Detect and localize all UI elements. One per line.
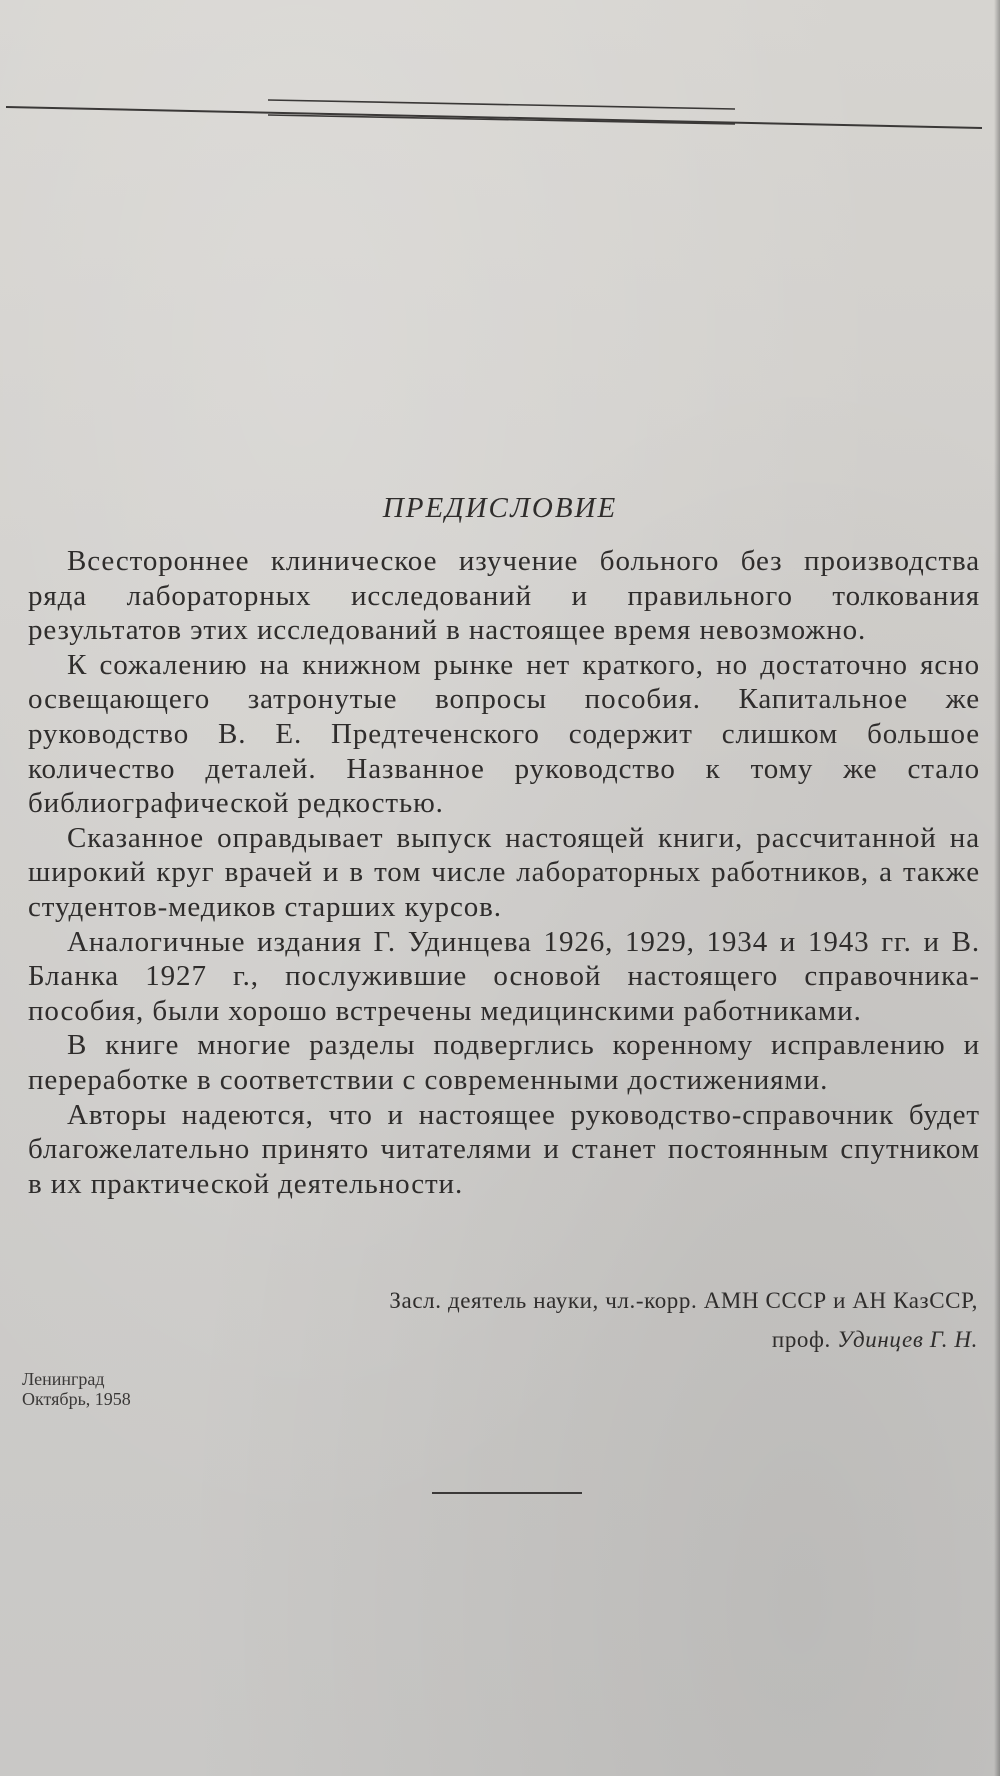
date-label: Октябрь, 1958 — [22, 1389, 131, 1409]
paragraph: Сказанное оправдывает выпуск настоящей книги, рассчитанной на широкий круг врачей и в том числе лабораторных работников, а также студентов-медиков старших курсов. — [28, 821, 980, 923]
paragraph: В книге многие разделы подверглись коренному исправлению и переработке в соответствии с современными достижениями. — [28, 1029, 980, 1096]
page-edge-shadow — [994, 0, 1000, 1776]
closing-rule — [432, 1492, 582, 1494]
author-title: проф. — [771, 1327, 831, 1352]
place-label: Ленинград — [22, 1369, 105, 1389]
page-title: ПРЕДИСЛОВИЕ — [382, 492, 618, 524]
header-ornament-rules — [0, 0, 1000, 150]
author-credentials: Засл. деятель науки, чл.-корр. АМН СССР и АН КазССР, — [389, 1288, 978, 1313]
header-rule-upper — [268, 100, 735, 109]
author-signature — [78, 1327, 978, 1353]
paragraph: Всестороннее клиническое изучение больного без производства ряда лабораторных исследований и правильного толкования результатов этих исследований в настоящее время невозможно. — [28, 545, 980, 647]
author-name: Удинцев Г. Н. — [837, 1327, 978, 1352]
paragraph: Аналогичные издания Г. Удинцева 1926, 1929, 1934 и 1943 гг. и В. Бланка 1927 г., послужившие основой настоящего справочника-пособия, были хорошо встречены медицинскими работниками. — [28, 925, 980, 1027]
preface-body — [28, 544, 980, 1201]
paragraph: Авторы надеются, что и настоящее руководство-справочник будет благожелательно принято читателями и станет постоянным спутником в их практической деятельности. — [28, 1098, 980, 1200]
header-rule-middle — [268, 115, 735, 124]
header-rule-long — [6, 107, 982, 128]
paragraph: К сожалению на книжном рынке нет краткого, но достаточно ясно освещающего затронутые вопросы пособия. Капитальное же руководство В. Е. Предтеченского содержит слишком большое количество деталей. Названное руководство к тому же стало библиографической редкостью. — [28, 648, 980, 820]
